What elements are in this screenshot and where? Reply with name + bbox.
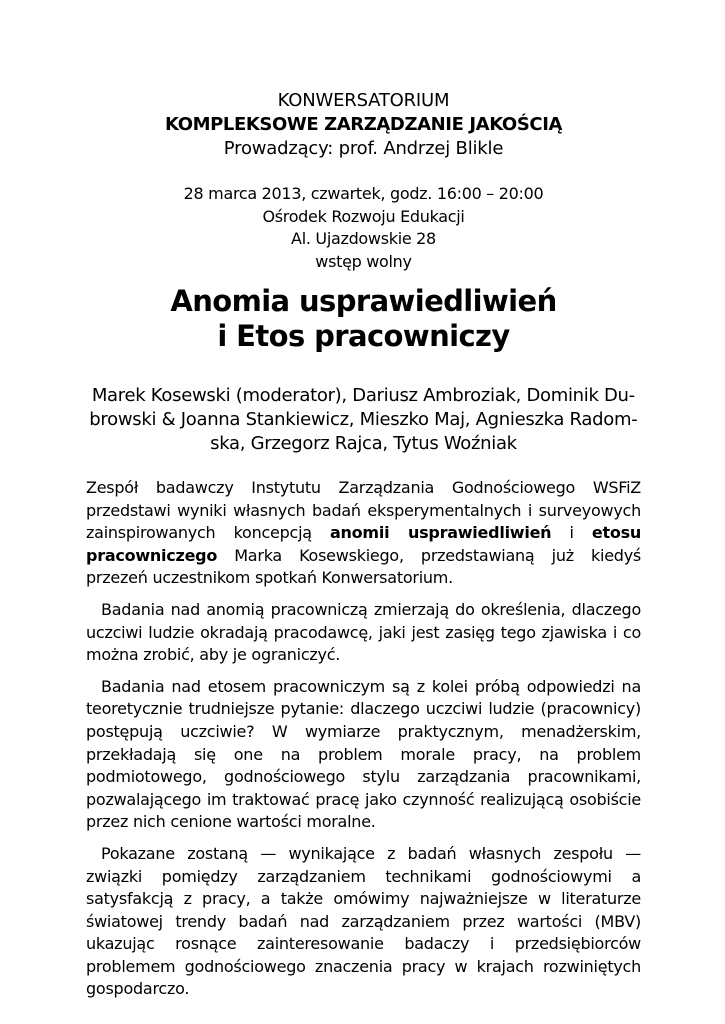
abstract (86, 477, 641, 1001)
event-details (86, 183, 641, 273)
venue: Ośrodek Rozwoju Edukacji (262, 206, 465, 226)
series-subtitle: KOMPLEKSOWE ZARZĄDZANIE JAKOŚCIĄ (164, 114, 563, 135)
paragraph-1-text-c: Marka Kosewskiego, przedstawianą już kiedyś przezeń uczestnikom spotkań Konwersatorium. (86, 545, 641, 588)
title-line-1: Anomia usprawiedliwień (170, 284, 557, 318)
authors-list: Marek Kosewski (moderator), Dariusz Ambroziak, Dominik Dubrowski & Joanna Stankiewicz, Mieszko Maj, Agnieszka Radomska, Grzegorz Rajca, Tytus Woźniak (89, 385, 638, 454)
paragraph-3: Badania nad etosem pracowniczym są z kolei próbą odpowiedzi na teoretycznie trudniejsze pytanie: dlaczego uczciwi ludzie (pracownicy) postępują uczciwie? W wymiarze praktycznym, menadżerskim, przekładają się one na problem morale pracy, na problem podmiotowego, godnościowego stylu zarządzania pracownikami, pozwalającego im traktować pracę jako czynność realizującą osobiście przez nich cenione wartości moralne. (86, 676, 641, 832)
series-name: KONWERSATORIUM (277, 90, 450, 111)
paragraph-1-text-a: Zespół badawczy Instytutu Zarządzania Godnościowego WSFiZ przedstawi wyniki własnych badań eksperymentalnych i surveyowych zainspirowanych koncepcją (86, 478, 641, 543)
host-line: Prowadzący: prof. Andrzej Blikle (223, 138, 504, 159)
date-time: 28 marca 2013, czwartek, godz. 16:00 – 20:00 (183, 184, 544, 203)
paragraph-4: Pokazane zostaną — wynikające z badań własnych zespołu — związki pomiędzy zarządzaniem technikami godnościowymi a satysfakcją z pracy, a także omówimy najważniejsze w literaturze światowej trendy badań nad zarządzaniem przez wartości (MBV) ukazując rosnące zainteresowanie badaczy i przedsiębiorców problemem godnościowego znaczenia pracy w krajach rozwiniętych gospodarczo. (86, 843, 641, 999)
paragraph-2: Badania nad anomią pracowniczą zmierzają do określenia, dlaczego uczciwi ludzie okradają pracodawcę, jaki jest zasięg tego zjawiska i co można zrobić, aby je ograniczyć. (86, 599, 641, 665)
paragraph-1 (86, 477, 641, 590)
entry-info: wstęp wolny (315, 251, 412, 271)
term-etos: etosu pracowniczego (86, 523, 641, 565)
talk-title (86, 284, 641, 354)
address: Al. Ujazdowskie 28 (291, 229, 436, 248)
event-header (86, 0, 641, 161)
title-line-2: i Etos pracowniczy (217, 319, 510, 353)
paragraph-1-text-b: i (551, 523, 592, 543)
term-anomia: anomii usprawiedliwień (329, 523, 552, 543)
